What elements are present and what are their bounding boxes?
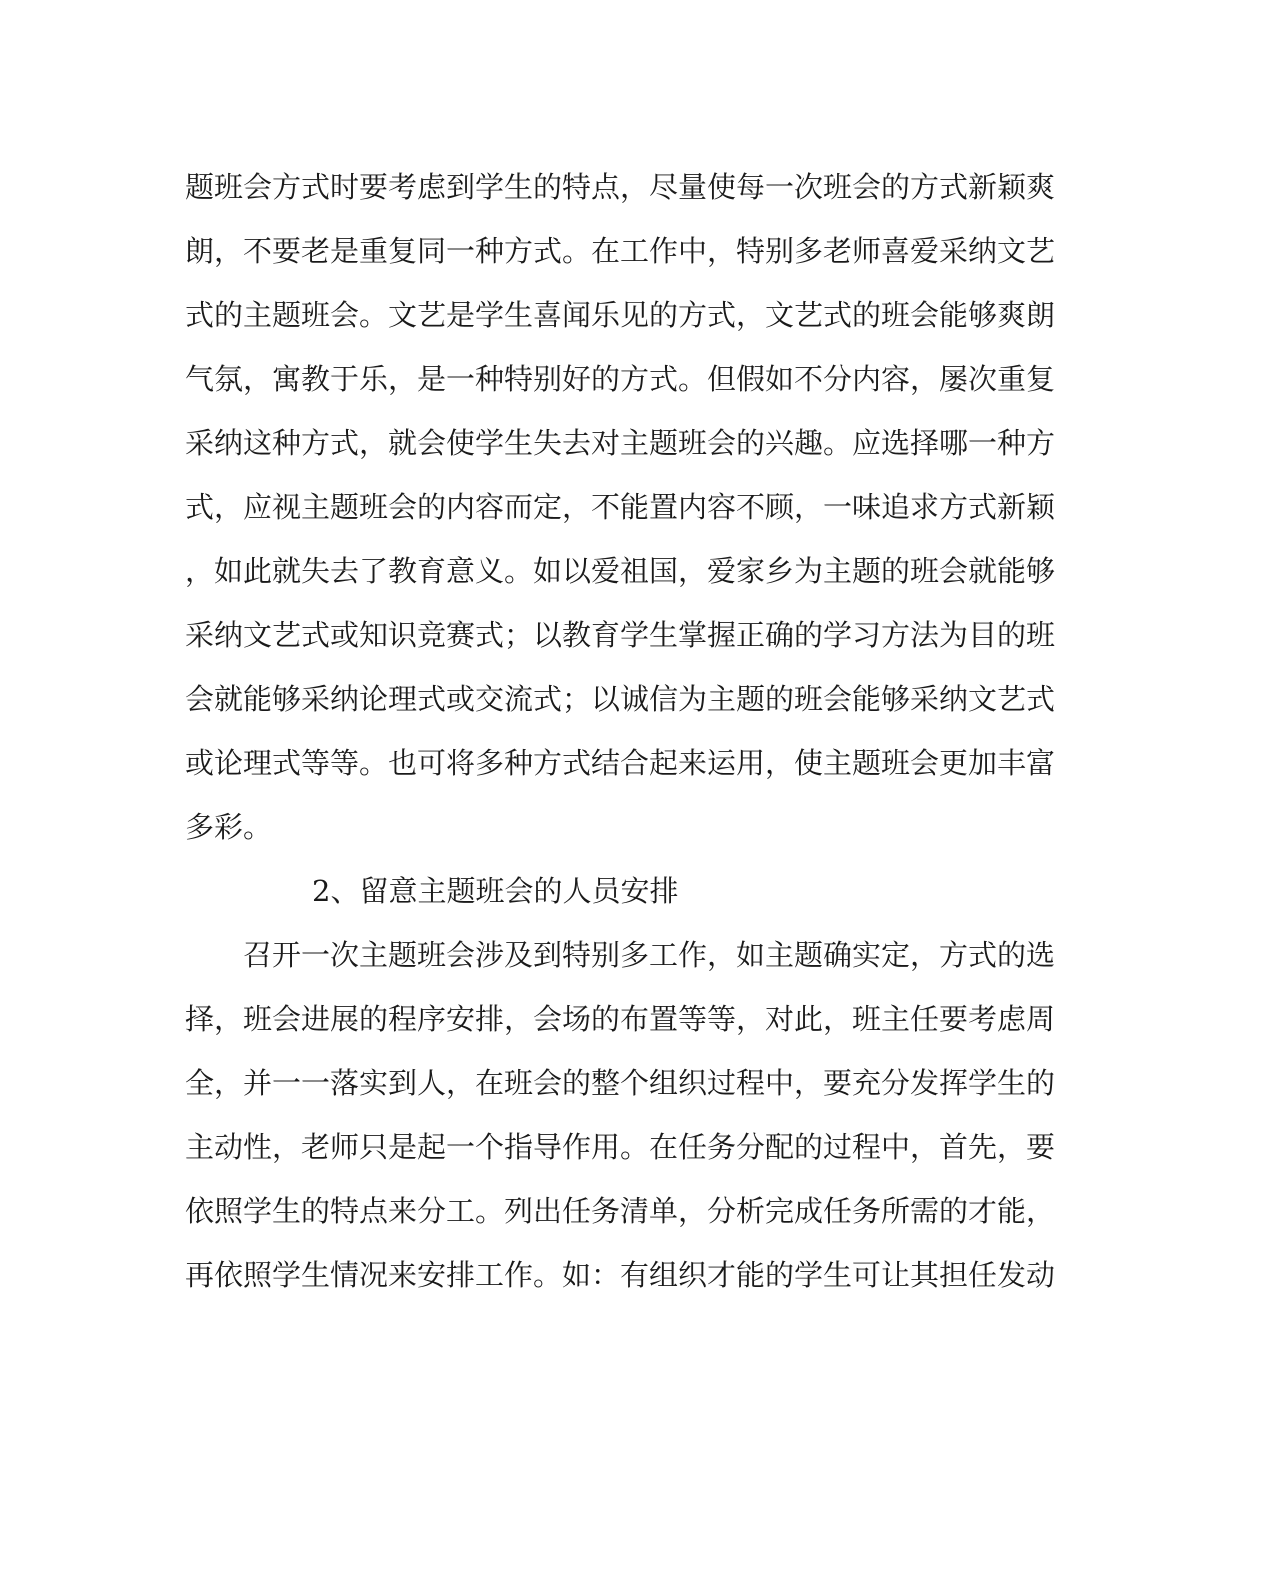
body-text-line: 多彩。 xyxy=(185,810,273,844)
body-text-line: ，如此就失去了教育意义。如以爱祖国，爱家乡为主题的班会就能够 xyxy=(185,554,1056,588)
body-text-line: 全，并一一落实到人，在班会的整个组织过程中，要充分发挥学生的 xyxy=(185,1066,1056,1100)
body-text-line: 采纳文艺式或知识竞赛式；以教育学生掌握正确的学习方法为目的班 xyxy=(185,618,1056,652)
body-text-line: 召开一次主题班会涉及到特别多工作，如主题确实定，方式的选 xyxy=(243,938,1056,972)
body-text-line: 式的主题班会。文艺是学生喜闻乐见的方式，文艺式的班会能够爽朗 xyxy=(185,298,1056,332)
body-text-line: 或论理式等等。也可将多种方式结合起来运用，使主题班会更加丰富 xyxy=(185,746,1056,780)
body-text-line: 主动性，老师只是起一个指导作用。在任务分配的过程中，首先，要 xyxy=(185,1130,1056,1164)
body-text-line: 采纳这种方式，就会使学生失去对主题班会的兴趣。应选择哪一种方 xyxy=(185,426,1056,460)
body-text-line: 会就能够采纳论理式或交流式；以诚信为主题的班会能够采纳文艺式 xyxy=(185,682,1056,716)
section-heading: 2、留意主题班会的人员安排 xyxy=(312,874,679,908)
body-text-line: 择，班会进展的程序安排，会场的布置等等，对此，班主任要考虑周 xyxy=(185,1002,1056,1036)
body-text-line: 题班会方式时要考虑到学生的特点，尽量使每一次班会的方式新颖爽 xyxy=(185,170,1056,204)
body-text-line: 依照学生的特点来分工。列出任务清单，分析完成任务所需的才能， xyxy=(185,1194,1056,1228)
body-text-line: 朗，不要老是重复同一种方式。在工作中，特别多老师喜爱采纳文艺 xyxy=(185,234,1056,268)
body-text-line: 式，应视主题班会的内容而定，不能置内容不顾，一味追求方式新颖 xyxy=(185,490,1056,524)
body-text-line: 气氛，寓教于乐，是一种特别好的方式。但假如不分内容，屡次重复 xyxy=(185,362,1056,396)
body-text-line: 再依照学生情况来安排工作。如：有组织才能的学生可让其担任发动 xyxy=(185,1258,1056,1292)
